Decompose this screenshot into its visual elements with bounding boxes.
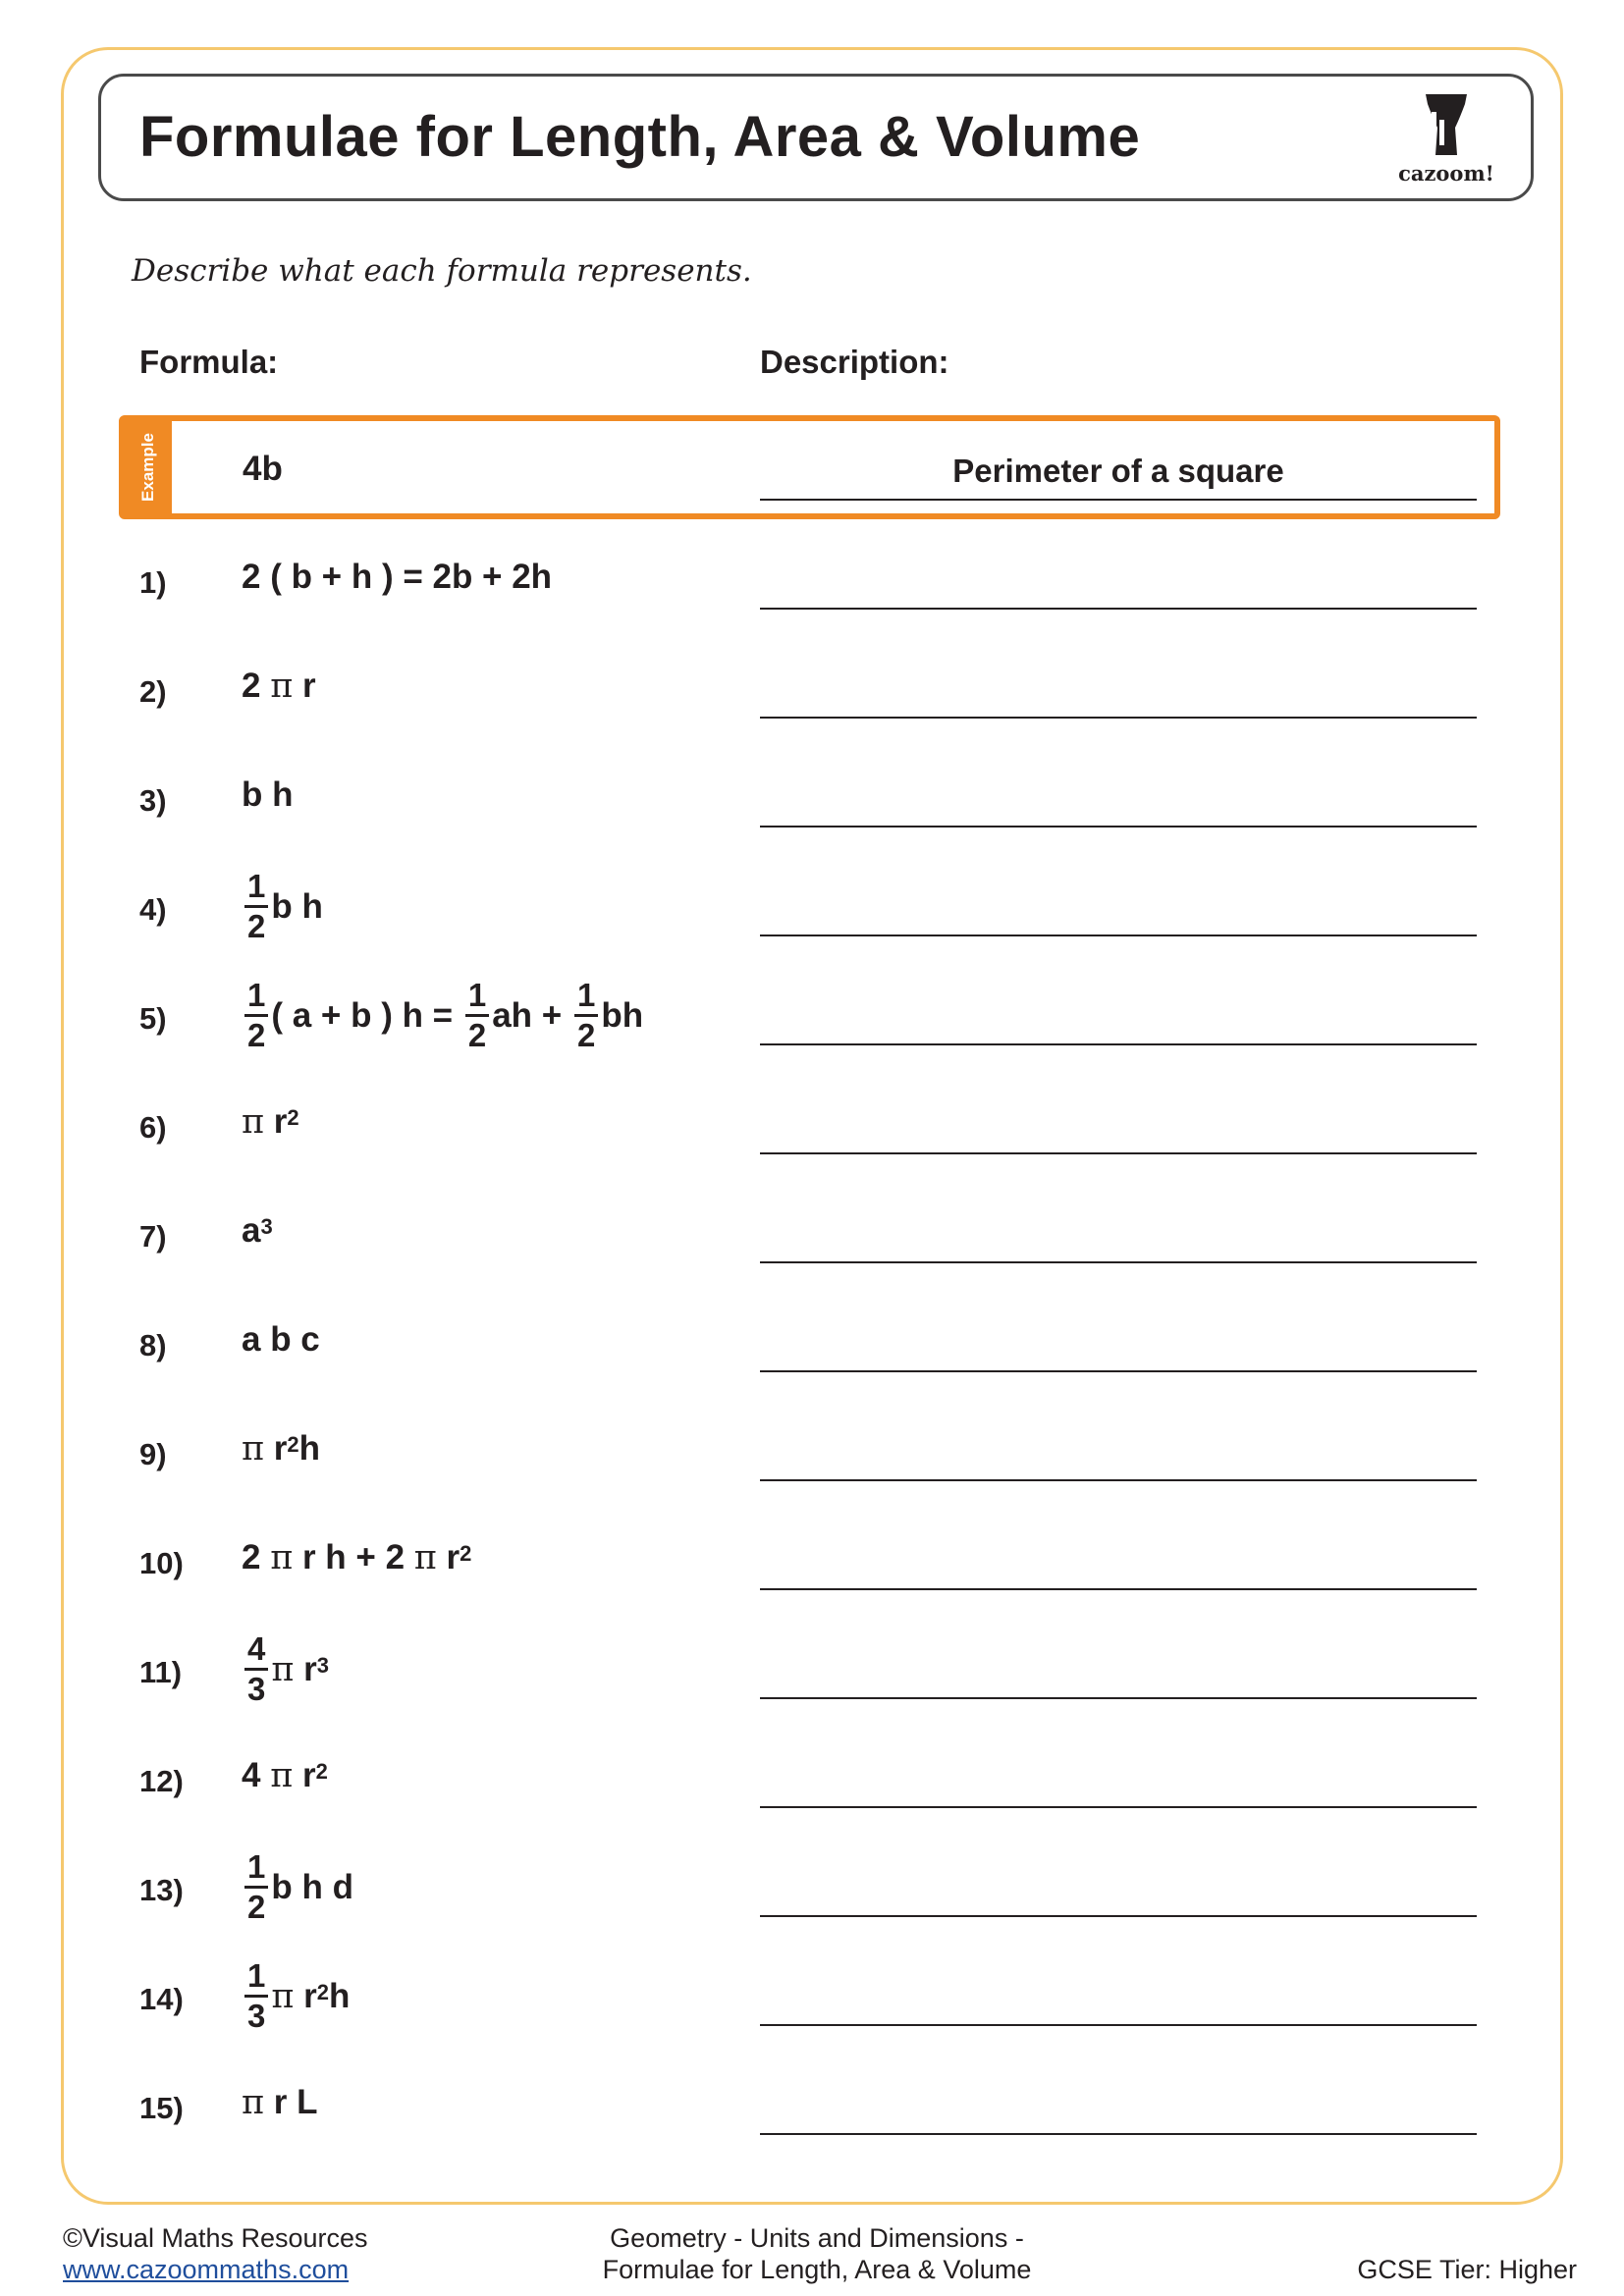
- formula-5-part-a: ( a + b ) h =: [271, 995, 454, 1035]
- fraction-one-half: $\frac{1}{2}$: [244, 870, 268, 943]
- answer-line-15[interactable]: [760, 2133, 1477, 2135]
- question-number-13: 13): [139, 1873, 184, 1907]
- pi-symbol: π: [413, 1538, 437, 1577]
- formula-3-text: b h: [242, 775, 294, 814]
- formula-7: a $^3$: [242, 1211, 273, 1250]
- answer-line-6[interactable]: [760, 1152, 1477, 1154]
- formula-12: 4 π r $^2$: [242, 1756, 328, 1795]
- question-number-4: 4): [139, 892, 167, 927]
- formula-9: π r $^2$ h: [242, 1429, 321, 1468]
- formula-8-text: a b c: [242, 1320, 320, 1359]
- formula-11-radius: r: [303, 1649, 317, 1688]
- fraction-one-half: $\frac{1}{2}$: [465, 979, 489, 1052]
- footer-topic-line-1: Geometry - Units and Dimensions -: [610, 2223, 1024, 2253]
- formula-14-radius: r: [303, 1976, 317, 2015]
- formula-13: [242, 1850, 353, 1924]
- footer-topic: [542, 2222, 1092, 2285]
- formula-14: $\frac{1}{3}$ π r $^2$ h: [242, 1959, 350, 2033]
- pi-symbol: π: [270, 667, 294, 706]
- description-column-heading: Description:: [760, 344, 949, 380]
- worksheet-title: Formulae for Length, Area & Volume: [139, 105, 1141, 169]
- question-number-1: 1): [139, 565, 167, 600]
- footer-tier: GCSE Tier: Higher: [1357, 2255, 1577, 2284]
- formula-5-part-c: bh: [601, 995, 644, 1035]
- question-number-10: 10): [139, 1546, 184, 1580]
- example-tab-label: Example: [138, 433, 157, 502]
- formula-11: $\frac{4}{3}$ π r $^3$: [242, 1632, 329, 1706]
- copyright-text: ©Visual Maths Resources: [63, 2223, 368, 2253]
- fraction-one-half: $\frac{1}{2}$: [244, 979, 268, 1052]
- formula-1: [242, 558, 552, 597]
- formula-10: 2 π r h + 2 π r $^2$: [242, 1538, 472, 1577]
- footer-left: [63, 2222, 368, 2285]
- question-number-11: 11): [139, 1655, 183, 1689]
- answer-line-11[interactable]: [760, 1697, 1477, 1699]
- answer-line-2[interactable]: [760, 717, 1477, 719]
- pi-symbol: π: [242, 1429, 265, 1468]
- pi-symbol: π: [271, 1976, 295, 2016]
- footer-topic-line-2: Formulae for Length, Area & Volume: [602, 2255, 1032, 2284]
- fraction-one-third: $\frac{1}{3}$: [244, 1959, 268, 2033]
- question-number-9: 9): [139, 1437, 167, 1471]
- answer-line-7[interactable]: [760, 1261, 1477, 1263]
- formula-12-radius: r: [301, 1756, 316, 1794]
- cazoom-logo: [1382, 90, 1510, 188]
- formula-5: [242, 979, 643, 1052]
- answer-line-13[interactable]: [760, 1915, 1477, 1917]
- formula-5-part-b: ah +: [492, 995, 563, 1035]
- example-formula: 4b: [243, 450, 283, 488]
- instruction-text: Describe what each formula represents.: [132, 253, 752, 289]
- djembe-drum-logo-icon: [1382, 90, 1510, 161]
- answer-line-12[interactable]: [760, 1806, 1477, 1808]
- answer-line-10[interactable]: [760, 1588, 1477, 1590]
- question-number-15: 15): [139, 2091, 184, 2125]
- example-tab: [125, 421, 172, 513]
- formula-2-variable: r: [301, 667, 316, 705]
- formula-10-middle: r h + 2: [301, 1538, 406, 1576]
- question-number-3: 3): [139, 783, 167, 818]
- answer-line-5[interactable]: [760, 1043, 1477, 1045]
- fraction-one-half: $\frac{1}{2}$: [244, 1850, 268, 1924]
- example-answer: Perimeter of a square: [952, 453, 1284, 489]
- formula-9-radius: r: [273, 1429, 288, 1468]
- pi-symbol: π: [271, 1649, 295, 1689]
- formula-14-height: h: [328, 1976, 351, 2015]
- formula-4-variables: b h: [271, 886, 323, 926]
- pi-symbol: π: [270, 1756, 294, 1795]
- formula-10-radius: r: [446, 1538, 460, 1576]
- formula-2-coefficient: 2: [242, 667, 261, 705]
- pi-symbol: π: [270, 1538, 294, 1577]
- formula-column-heading: Formula:: [139, 344, 279, 380]
- formula-2: [242, 667, 316, 706]
- formula-9-height: h: [298, 1429, 321, 1468]
- answer-line-1[interactable]: [760, 608, 1477, 610]
- pi-symbol: π: [242, 2083, 265, 2122]
- formula-15: [242, 2083, 317, 2122]
- formula-13-variables: b h d: [271, 1867, 353, 1906]
- formula-15-variables: r L: [273, 2083, 318, 2121]
- answer-line-3[interactable]: [760, 826, 1477, 828]
- fraction-four-thirds: $\frac{4}{3}$: [244, 1632, 268, 1706]
- example-answer-line: [760, 499, 1477, 501]
- formula-1-text: 2 ( b + h ) = 2b + 2h: [242, 558, 553, 596]
- answer-line-4[interactable]: [760, 934, 1477, 936]
- formula-6: π r $^2$: [242, 1102, 299, 1142]
- question-number-2: 2): [139, 674, 167, 709]
- logo-text: cazoom!: [1398, 161, 1494, 186]
- question-number-6: 6): [139, 1110, 167, 1145]
- formula-6-variable: r: [273, 1102, 288, 1141]
- website-link[interactable]: www.cazoommaths.com: [63, 2255, 350, 2284]
- formula-4: [242, 870, 323, 943]
- formula-3: [242, 775, 293, 815]
- formula-12-coefficient: 4: [242, 1756, 261, 1794]
- answer-line-9[interactable]: [760, 1479, 1477, 1481]
- answer-line-14[interactable]: [760, 2024, 1477, 2026]
- formula-10-coefficient: 2: [242, 1538, 261, 1576]
- answer-line-8[interactable]: [760, 1370, 1477, 1372]
- formula-7-variable: a: [242, 1211, 261, 1250]
- formula-8: [242, 1320, 320, 1360]
- question-number-5: 5): [139, 1001, 167, 1036]
- question-number-12: 12): [139, 1764, 184, 1798]
- question-number-14: 14): [139, 1982, 184, 2016]
- question-number-8: 8): [139, 1328, 167, 1362]
- pi-symbol: π: [242, 1102, 265, 1142]
- fraction-one-half: $\frac{1}{2}$: [574, 979, 598, 1052]
- question-number-7: 7): [139, 1219, 167, 1254]
